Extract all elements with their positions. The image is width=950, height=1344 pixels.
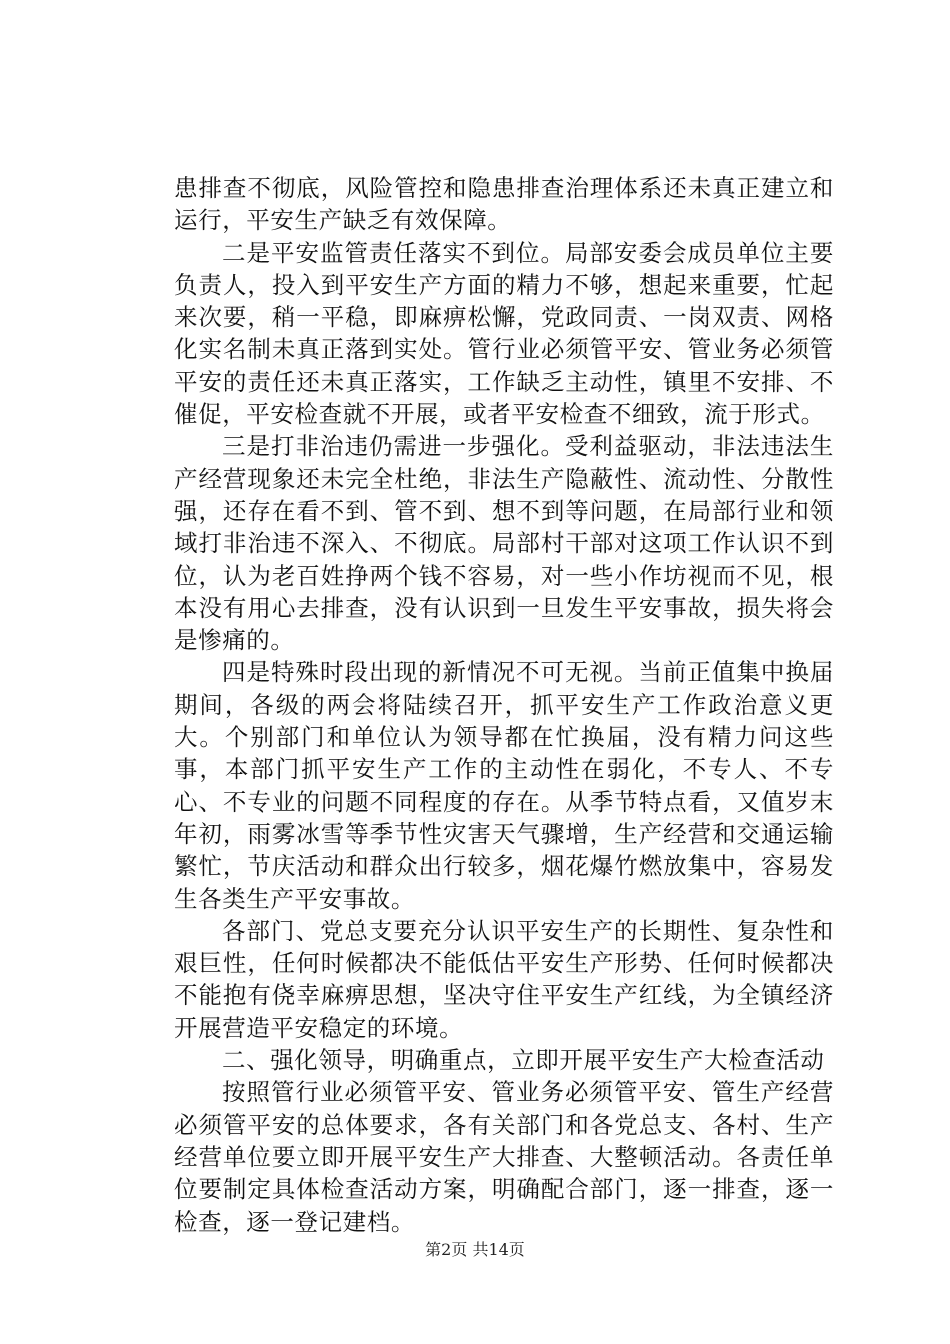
document-body: [174, 172, 834, 1238]
paragraph-continuation: 患排查不彻底，风险管控和隐患排查治理体系还未真正建立和运行，平安生产缺乏有效保障。: [174, 174, 834, 235]
paragraph-summary: 各部门、党总支要充分认识平安生产的长期性、复杂性和艰巨性，任何时候都决不能低估平安生产形势、任何时候都决不能抱有侥幸麻痹思想，坚决守住平安生产红线，为全镇经济开展营造平安稳定的环境。: [174, 916, 834, 1042]
paragraph-requirements: 按照管行业必须管平安、管业务必须管平安、管生产经营必须管平安的总体要求，各有关部门和各党总支、各村、生产经营单位要立即开展平安生产大排查、大整顿活动。各责任单位要制定具体检查活动方案，明确配合部门，逐一排查，逐一检查，逐一登记建档。: [174, 1078, 834, 1236]
page-number-footer: 第2页 共14页: [425, 1240, 525, 1259]
section-heading-two: 二、强化领导，明确重点，立即开展平安生产大检查活动: [222, 1046, 825, 1075]
paragraph-point-two: 二是平安监管责任落实不到位。局部安委会成员单位主要负责人，投入到平安生产方面的精力不够，想起来重要，忙起来次要，稍一平稳，即麻痹松懈，党政同责、一岗双责、网格化实名制未真正落到实处。管行业必须管平安、管业务必须管平安的责任还未真正落实，工作缺乏主动性，镇里不安排、不催促，平安检查就不开展，或者平安检查不细致，流于形式。: [174, 238, 834, 429]
paragraph-point-three: 三是打非治违仍需进一步强化。受利益驱动，非法违法生产经营现象还未完全杜绝，非法生产隐蔽性、流动性、分散性强，还存在看不到、管不到、想不到等问题，在局部行业和领域打非治违不深入、不彻底。局部村干部对这项工作认识不到位，认为老百姓挣两个钱不容易，对一些小作坊视而不见，根本没有用心去排查，没有认识到一旦发生平安事故，损失将会是惨痛的。: [174, 432, 834, 655]
paragraph-point-four: 四是特殊时段出现的新情况不可无视。当前正值集中换届期间，各级的两会将陆续召开，抓平安生产工作政治意义更大。个别部门和单位认为领导都在忙换届，没有精力问这些事，本部门抓平安生产工作的主动性在弱化，不专人、不专心、不专业的问题不同程度的存在。从季节特点看，又值岁末年初，雨雾冰雪等季节性灾害天气骤增，生产经营和交通运输繁忙，节庆活动和群众出行较多，烟花爆竹燃放集中，容易发生各类生产平安事故。: [174, 658, 834, 913]
